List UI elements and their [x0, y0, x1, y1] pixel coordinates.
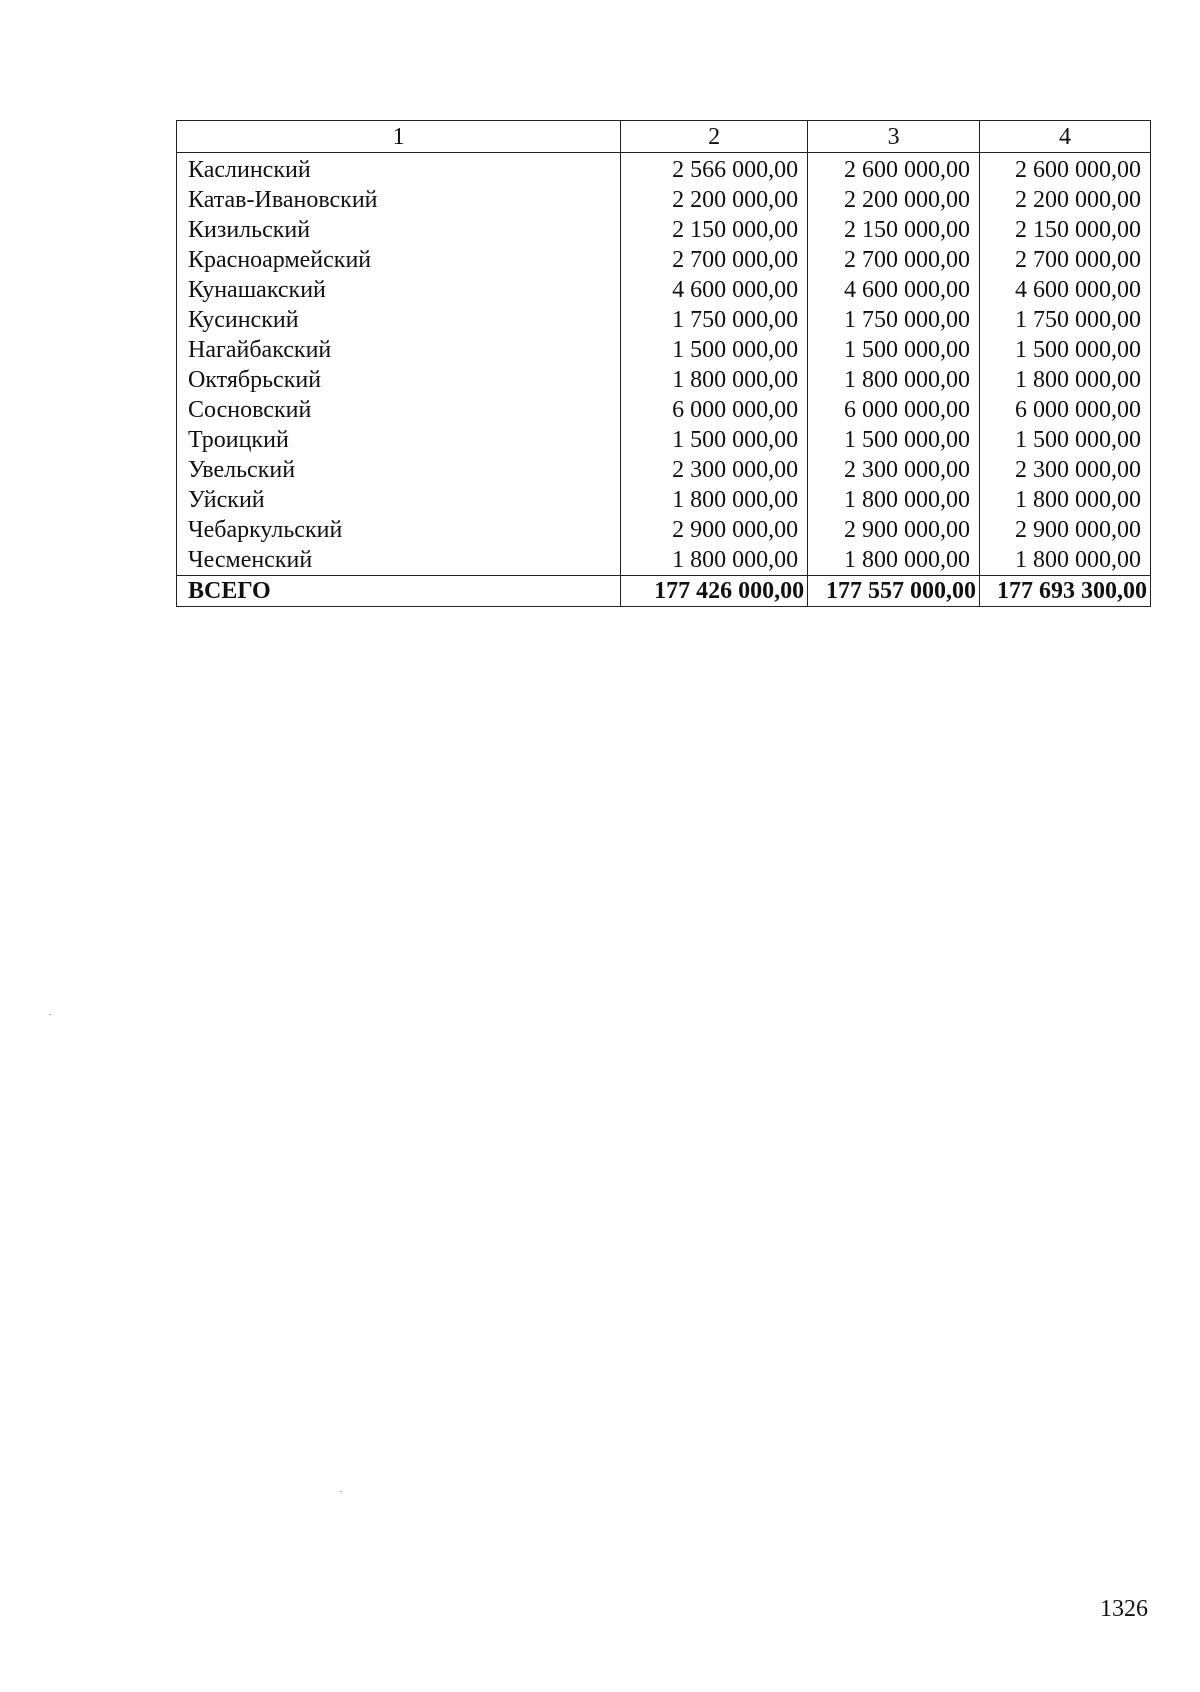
table-row — [177, 425, 1151, 455]
table-row — [177, 185, 1151, 215]
amount-col-2: 2 300 000,00 — [621, 455, 808, 485]
amount-col-2: 1 800 000,00 — [621, 485, 808, 515]
amount-col-4: 2 600 000,00 — [980, 153, 1151, 186]
table-body — [177, 153, 1151, 576]
table-row — [177, 485, 1151, 515]
amount-col-3: 1 800 000,00 — [808, 485, 980, 515]
amount-col-4: 1 500 000,00 — [980, 335, 1151, 365]
amount-col-4: 2 200 000,00 — [980, 185, 1151, 215]
amount-col-2: 2 566 000,00 — [621, 153, 808, 186]
table-row — [177, 515, 1151, 545]
amount-col-4: 1 500 000,00 — [980, 425, 1151, 455]
table-row — [177, 153, 1151, 186]
table-header — [177, 121, 1151, 153]
amount-col-4: 1 800 000,00 — [980, 365, 1151, 395]
table-row — [177, 335, 1151, 365]
amount-col-4: 1 800 000,00 — [980, 485, 1151, 515]
header-col-2: 2 — [621, 121, 808, 153]
amount-col-4: 1 800 000,00 — [980, 545, 1151, 576]
amount-col-3: 2 200 000,00 — [808, 185, 980, 215]
amount-col-3: 1 500 000,00 — [808, 335, 980, 365]
page-number: 1326 — [1100, 1596, 1148, 1622]
district-name: Кизильский — [177, 215, 621, 245]
amount-col-4: 2 900 000,00 — [980, 515, 1151, 545]
amount-col-2: 1 750 000,00 — [621, 305, 808, 335]
district-name: Катав-Ивановский — [177, 185, 621, 215]
amount-col-2: 2 150 000,00 — [621, 215, 808, 245]
amount-col-2: 2 200 000,00 — [621, 185, 808, 215]
total-col-2: 177 426 000,00 — [621, 576, 808, 607]
amount-col-4: 2 150 000,00 — [980, 215, 1151, 245]
header-row — [177, 121, 1151, 153]
amount-col-3: 2 300 000,00 — [808, 455, 980, 485]
amount-col-3: 1 750 000,00 — [808, 305, 980, 335]
district-name: Нагайбакский — [177, 335, 621, 365]
district-name: Чебаркульский — [177, 515, 621, 545]
amount-col-3: 2 600 000,00 — [808, 153, 980, 186]
table-row — [177, 395, 1151, 425]
amount-col-4: 2 700 000,00 — [980, 245, 1151, 275]
district-name: Уйский — [177, 485, 621, 515]
amount-col-3: 1 500 000,00 — [808, 425, 980, 455]
table-row — [177, 305, 1151, 335]
district-name: Чесменский — [177, 545, 621, 576]
total-label: ВСЕГО — [177, 576, 621, 607]
table-row — [177, 245, 1151, 275]
table-footer — [177, 576, 1151, 607]
district-name: Кусинский — [177, 305, 621, 335]
amount-col-2: 2 700 000,00 — [621, 245, 808, 275]
amount-col-3: 2 900 000,00 — [808, 515, 980, 545]
district-name: Кунашакский — [177, 275, 621, 305]
district-name: Каслинский — [177, 153, 621, 186]
table-row — [177, 545, 1151, 576]
amount-col-3: 2 700 000,00 — [808, 245, 980, 275]
header-col-3: 3 — [808, 121, 980, 153]
table-row — [177, 275, 1151, 305]
amount-col-2: 1 800 000,00 — [621, 365, 808, 395]
header-col-4: 4 — [980, 121, 1151, 153]
header-col-1: 1 — [177, 121, 621, 153]
amount-col-2: 6 000 000,00 — [621, 395, 808, 425]
scan-speck — [340, 1491, 342, 1492]
amount-col-2: 1 500 000,00 — [621, 335, 808, 365]
amount-col-2: 4 600 000,00 — [621, 275, 808, 305]
scan-speck — [49, 1014, 51, 1015]
amount-col-2: 2 900 000,00 — [621, 515, 808, 545]
district-name: Октябрьский — [177, 365, 621, 395]
amount-col-4: 2 300 000,00 — [980, 455, 1151, 485]
budget-table — [176, 120, 1151, 607]
total-col-3: 177 557 000,00 — [808, 576, 980, 607]
amount-col-3: 1 800 000,00 — [808, 545, 980, 576]
amount-col-4: 1 750 000,00 — [980, 305, 1151, 335]
amount-col-4: 4 600 000,00 — [980, 275, 1151, 305]
amount-col-2: 1 800 000,00 — [621, 545, 808, 576]
total-col-4: 177 693 300,00 — [980, 576, 1151, 607]
amount-col-3: 1 800 000,00 — [808, 365, 980, 395]
amount-col-3: 2 150 000,00 — [808, 215, 980, 245]
table-row — [177, 455, 1151, 485]
district-name: Красноармейский — [177, 245, 621, 275]
table-row — [177, 365, 1151, 395]
amount-col-3: 6 000 000,00 — [808, 395, 980, 425]
district-name: Сосновский — [177, 395, 621, 425]
district-name: Увельский — [177, 455, 621, 485]
amount-col-3: 4 600 000,00 — [808, 275, 980, 305]
amount-col-4: 6 000 000,00 — [980, 395, 1151, 425]
table-row — [177, 215, 1151, 245]
amount-col-2: 1 500 000,00 — [621, 425, 808, 455]
district-name: Троицкий — [177, 425, 621, 455]
total-row — [177, 576, 1151, 607]
